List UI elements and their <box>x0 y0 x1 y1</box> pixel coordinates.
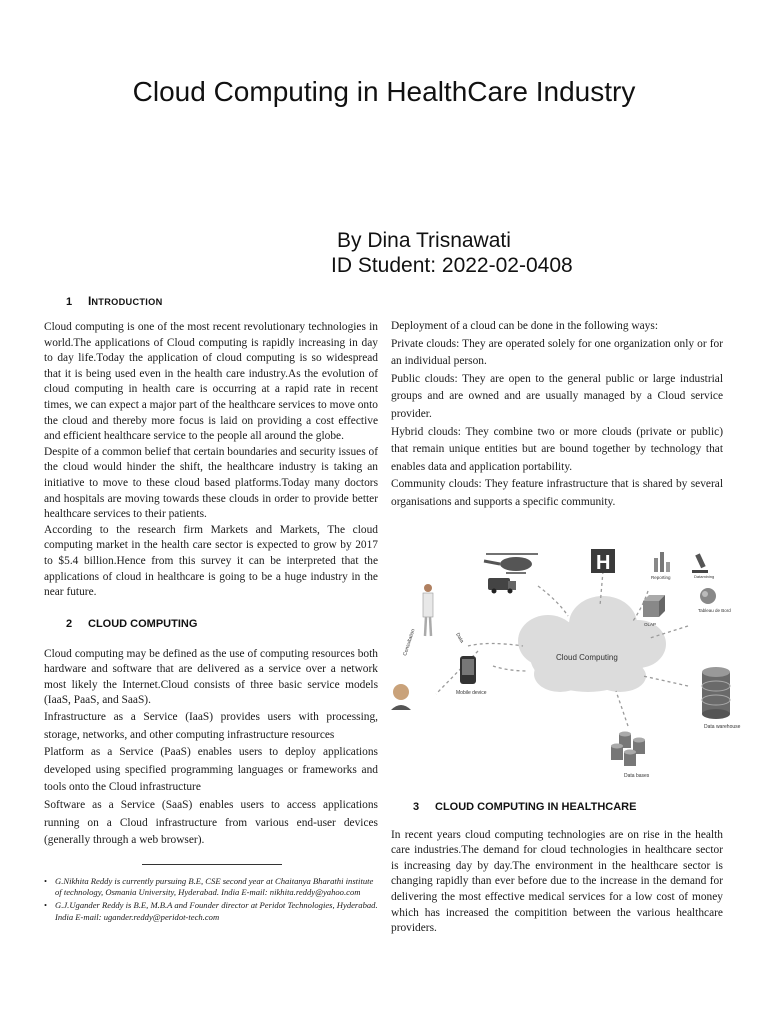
section-number: 1 <box>66 296 73 308</box>
mobile-device-icon <box>456 656 487 696</box>
section-title-initial: I <box>88 294 92 308</box>
bullet-icon: • <box>44 900 48 910</box>
hospital-letter: H <box>596 551 611 574</box>
footnote-text: G.J.Ugander Reddy is B.E, M.B.A and Founder director at Peridot Technologies, Hyderabad. India E-mail: ugander.reddy@peridot-tech.com <box>55 900 378 922</box>
left-column <box>44 294 378 923</box>
bullet-icon: • <box>44 875 48 886</box>
databases-label: Data bases <box>624 772 650 779</box>
byline <box>331 228 573 278</box>
section-heading-cloud-computing <box>44 618 378 630</box>
footnote-rule <box>142 864 282 865</box>
helicopter-icon <box>484 554 538 573</box>
introduction-body <box>44 320 378 601</box>
doctor-icon <box>423 584 433 636</box>
ambulance-icon <box>488 578 516 594</box>
microscope-icon <box>692 553 714 579</box>
reporting-label: Reporting <box>651 574 671 580</box>
cloud-label: Cloud Computing <box>556 652 618 662</box>
paragraph: Deployment of a cloud can be done in the following ways: <box>391 320 658 332</box>
paragraph: Platform as a Service (PaaS) enables users to deploy applications developed using specified programming languages or frameworks and tools onto the Cloud infrastructure <box>44 746 378 794</box>
paragraph: Private clouds: They are operated solely for one organization only or for an individual person. <box>391 337 723 368</box>
paragraph: Community clouds: They feature infrastructure that is shared by several organisations and supports a specific community. <box>391 478 723 508</box>
section-heading-introduction <box>44 294 378 308</box>
right-column <box>391 318 741 937</box>
patient-icon <box>391 684 411 710</box>
hospital-icon <box>591 549 615 574</box>
mobile-label: Mobile device <box>456 689 487 696</box>
cloud-computing-body <box>44 647 378 850</box>
footnote <box>44 876 378 899</box>
dashboard-icon <box>698 588 731 613</box>
datamining-label: Datamining <box>694 573 715 579</box>
footnote-text: G.Nikhita Reddy is currently pursuing B.E, CSE second year at Chaitanya Bharathi institute of technology, Osmania University, Hyderabad. India E-mail: nikhita.reddy@yahoo.com <box>55 875 374 898</box>
section-title: CLOUD COMPUTING <box>88 617 198 630</box>
figure-illustration <box>388 546 750 791</box>
author-name: By Dina Trisnawati <box>337 229 511 252</box>
data-label: Data <box>454 631 465 644</box>
paragraph: Software as a Service (SaaS) enables users to access applications running on a Cloud infrastructure from various end-user devices (generally through a web browser). <box>44 799 378 847</box>
paragraph: According to the research firm Markets and Markets, The cloud computing market in the health care sector is expected to grow by 2017 to $5.4 billion.Hence from this survey it can be interpreted that the applications of cloud in healthcare is going to be a huge industry in the near future. <box>44 523 378 599</box>
paragraph: Cloud computing may be defined as the use of computing resources both hardware and software that are delivered as a service over a network most likely the Internet.Cloud consists of three basic service models (IaaS, PaaS, and SaaS). <box>44 647 378 707</box>
section-number: 2 <box>66 617 73 630</box>
paragraph: Public clouds: They are open to the general public or large industrial groups and are owned and are usually managed by a Cloud service provider. <box>391 372 723 420</box>
paragraph: Hybrid clouds: They combine two or more clouds (private or public) that remain unique entities but are bound together by technology that enables data and application portability. <box>391 425 723 473</box>
section-title: CLOUD COMPUTING IN HEALTHCARE <box>435 800 637 813</box>
olap-cube-icon <box>643 595 665 627</box>
footnote <box>44 900 378 923</box>
section-number: 3 <box>413 800 420 813</box>
section-title-rest: NTRODUCTION <box>91 297 163 307</box>
cloud-healthcare-body <box>391 828 723 937</box>
data-warehouse-icon <box>702 667 741 730</box>
olap-label: OLAP <box>644 621 657 627</box>
databases-icon <box>611 731 650 779</box>
paragraph: Infrastructure as a Service (IaaS) provides users with processing, storage, networks, and other computing infrastructure resources <box>44 711 378 741</box>
footnotes <box>44 876 378 923</box>
reporting-icon <box>651 552 671 580</box>
paper-title: Cloud Computing in HealthCare Industry <box>132 76 636 107</box>
deployment-list <box>391 318 723 512</box>
consultation-label: Consultation <box>402 627 417 657</box>
warehouse-label: Data warehouse <box>704 723 741 730</box>
paragraph: Despite of a common belief that certain boundaries and security issues of the cloud would hinder the shift, the healthcare industry is taking an initiative to move to these cloud based platforms.Today many doctors and hospitals are moving towards these clouds in order to provide better healthcare services to their patients. <box>44 445 378 521</box>
section-heading-cloud-healthcare <box>391 801 723 813</box>
student-id: ID Student: 2022-02-0408 <box>331 254 573 277</box>
cloud-computing-figure <box>388 546 750 791</box>
tableau-label: Tableau de Bord <box>698 607 731 613</box>
paragraph: In recent years cloud computing technologies are on rise in the health care industries.The demand for cloud technologies in healthcare sector is increasing day by day.The environment in the healthcare sector is changing rapidly than ever before due to the increase in the demand for delivering the most effective medical services for a low cost of money which has increased the compitition between the various healthcare providers. <box>391 828 723 935</box>
paragraph: Cloud computing is one of the most recent revolutionary technologies in world.The applications of Cloud computing is rapidly increasing in day to day life.Today the application of cloud computing is so widespread that it is being used even in the health care industry.As the evolution of cloud computing in health care is occurring at a rapid rate in recent times, we can expect a major part of the healthcare services to move onto the cloud and thereby more focus is laid on providing a cost effective and efficient healthcare service to the people all around the globe. <box>44 321 378 443</box>
